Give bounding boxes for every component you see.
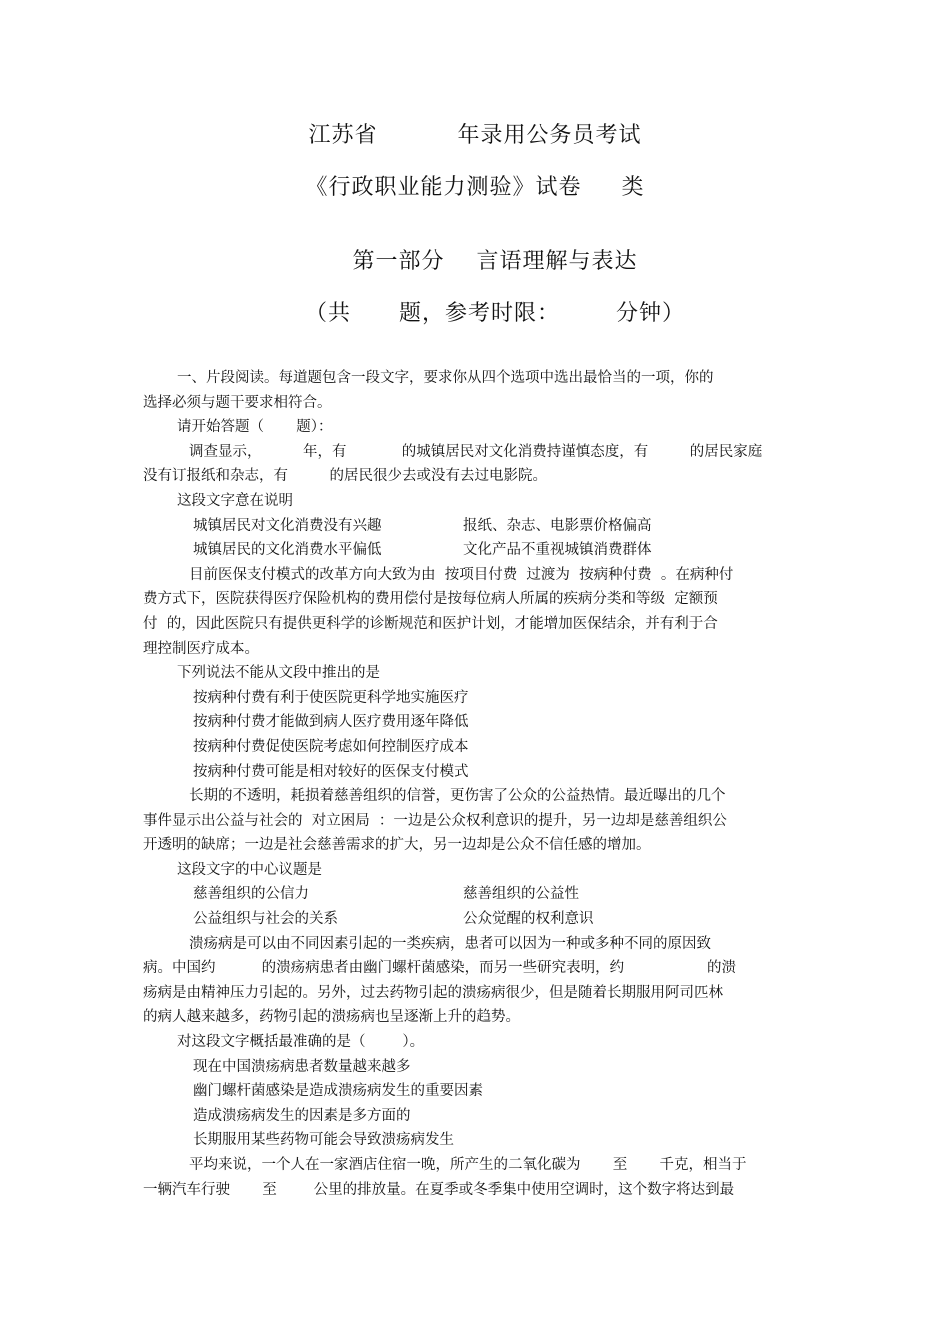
option-a[interactable]: 现在中国溃疡病患者数量越来越多 [193, 1058, 411, 1075]
option-row [143, 907, 811, 932]
option-row [143, 882, 811, 907]
option-c[interactable]: 公益组织与社会的关系 [193, 911, 338, 928]
passage-line: 疡病是由精神压力引起的。另外，过去药物引起的溃疡病很少，但是随着长期服用阿司匹林 [143, 984, 723, 1001]
start-prompt: 请开始答题（ 题）： [177, 419, 333, 436]
passage-line: 没有订报纸和杂志，有 的居民很少去或没有去过电影院。 [143, 468, 547, 485]
exam-body [143, 366, 811, 1202]
option-b[interactable]: 慈善组织的公益性 [463, 886, 579, 903]
passage-line: 理控制医疗成本。 [143, 640, 259, 657]
option-a[interactable]: 城镇居民对文化消费没有兴趣 [193, 517, 382, 534]
option-c[interactable]: 造成溃疡病发生的因素是多方面的 [193, 1107, 411, 1124]
instructions-line: 选择必须与题干要求相符合。 [143, 394, 332, 411]
part-subtitle: （共 题，参考时限： 分钟） [305, 301, 685, 326]
question-stem: 对这段文字概括最准确的是（ ）。 [177, 1034, 425, 1051]
exam-title-line2: 《行政职业能力测验》试卷 类 [305, 175, 645, 200]
passage-line: 一辆汽车行驶 至 公里的排放量。在夏季或冬季集中使用空调时，这个数字将达到最 [143, 1181, 735, 1198]
passage-line: 溃疡病是可以由不同因素引起的一类疾病，患者可以因为一种或多种不同的原因致 [189, 935, 711, 952]
passage-line: 平均来说，一个人在一家酒店住宿一晚，所产生的二氧化碳为 至 千克，相当于 [189, 1157, 747, 1173]
question-stem: 下列说法不能从文段中推出的是 [177, 665, 380, 682]
passage-line: 开透明的缺席；一边是社会慈善需求的扩大，另一边却是公众不信任感的增加。 [143, 837, 651, 854]
passage-line: 事件显示出公益与社会的 对立困局 ：一边是公众权利意识的提升，另一边却是慈善组织公 [143, 812, 727, 829]
exam-title-line1: 江苏省 年录用公务员考试 [308, 123, 642, 148]
passage-line: 目前医保支付模式的改革方向大致为由 按项目付费 过渡为 按病种付费 。在病种付 [189, 566, 734, 583]
option-d[interactable]: 长期服用某些药物可能会导致溃疡病发生 [193, 1132, 454, 1149]
option-c[interactable]: 按病种付费促使医院考虑如何控制医疗成本 [193, 738, 469, 755]
option-row [143, 538, 811, 563]
option-c[interactable]: 城镇居民的文化消费水平偏低 [193, 542, 382, 559]
option-b[interactable]: 按病种付费才能做到病人医疗费用逐年降低 [193, 714, 469, 731]
passage-line: 付 的，因此医院只有提供更科学的诊断规范和医护计划，才能增加医保结余，并有利于合 [143, 615, 718, 632]
question-stem: 这段文字的中心议题是 [177, 861, 322, 878]
passage-line: 调查显示， 年，有 的城镇居民对文化消费持谨慎态度，有 的居民家庭 [189, 443, 763, 460]
option-d[interactable]: 公众觉醒的权利意识 [463, 911, 594, 928]
passage-line: 的病人越来越多，药物引起的溃疡病也呈逐渐上升的趋势。 [143, 1009, 520, 1026]
instructions-line: 一、片段阅读。每道题包含一段文字，要求你从四个选项中选出最恰当的一项，你的 [177, 370, 714, 386]
option-d[interactable]: 按病种付费可能是相对较好的医保支付模式 [193, 763, 469, 780]
passage-line: 费方式下，医院获得医疗保险机构的费用偿付是按每位病人所属的疾病分类和等级 定额预 [143, 591, 718, 608]
option-b[interactable]: 幽门螺杆菌感染是造成溃疡病发生的重要因素 [193, 1083, 483, 1100]
option-b[interactable]: 报纸、杂志、电影票价格偏高 [463, 517, 652, 534]
option-a[interactable]: 按病种付费有利于使医院更科学地实施医疗 [193, 689, 469, 706]
passage-line: 长期的不透明，耗损着慈善组织的信誉，更伤害了公众的公益热情。最近曝出的几个 [189, 788, 726, 805]
question-stem: 这段文字意在说明 [177, 492, 293, 509]
option-a[interactable]: 慈善组织的公信力 [193, 886, 309, 903]
part-title: 第一部分 言语理解与表达 [352, 249, 638, 274]
passage-line: 病。中国约 的溃疡病患者由幽门螺杆菌感染，而另一些研究表明，约 的溃 [143, 960, 737, 977]
option-row [143, 514, 811, 539]
option-d[interactable]: 文化产品不重视城镇消费群体 [463, 542, 652, 559]
